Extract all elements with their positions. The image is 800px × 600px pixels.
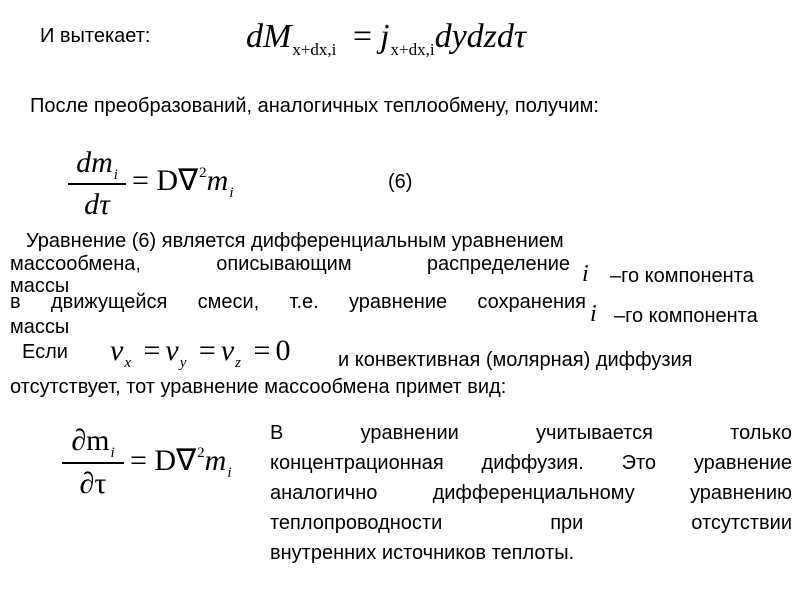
para1-line4: массы bbox=[10, 316, 70, 338]
eq7-rhs-operator: = D∇ bbox=[130, 444, 197, 477]
eq6-rhs-tail: m bbox=[206, 164, 229, 197]
para1-line2-word2: описывающим bbox=[216, 253, 352, 275]
transformation-text: После преобразований, аналогичных теплообмену, получим: bbox=[30, 95, 599, 117]
diffusion-note bbox=[270, 418, 792, 568]
vz-var: v bbox=[220, 334, 235, 367]
note-line-3: аналогично дифференциальному уравнению bbox=[270, 482, 792, 504]
eq7-numerator: ∂m bbox=[71, 424, 110, 457]
flux-rhs-subscript: x+dx,i bbox=[390, 39, 435, 59]
eq6-fraction bbox=[68, 146, 126, 224]
note-line-1: В уравнении учитывается только bbox=[270, 422, 792, 444]
vx-var: v bbox=[110, 334, 124, 367]
intro-label: И вытекает: bbox=[40, 25, 151, 47]
eq7-rhs-subscript: i bbox=[227, 464, 232, 481]
flux-rhs: j bbox=[380, 18, 390, 55]
flux-eq-sign: = bbox=[352, 18, 373, 55]
velocity-eq-sign-1: = bbox=[143, 334, 161, 367]
eq6-numerator-subscript: i bbox=[113, 166, 118, 183]
eq6-fraction-bar bbox=[68, 183, 126, 185]
eq6-rhs-operator: = D∇ bbox=[132, 164, 199, 197]
flux-lhs-subscript: x+dx,i bbox=[292, 39, 337, 59]
vy-var: v bbox=[165, 334, 179, 367]
flux-lhs: dM bbox=[246, 18, 292, 55]
eq7-fraction bbox=[62, 424, 124, 504]
note-line-2: концентрационная диффузия. Это уравнение bbox=[270, 452, 792, 474]
eq7-rhs-tail: m bbox=[204, 444, 227, 477]
para1-line2-word3: распределение bbox=[426, 253, 570, 275]
eq6-rhs-subscript: i bbox=[229, 184, 234, 201]
para2-line2: отсутствует, тот уравнение массообмена примет вид: bbox=[10, 376, 507, 398]
note-line-4: теплопроводности при отсутствии bbox=[270, 512, 792, 534]
eq7-denominator: ∂τ bbox=[79, 467, 107, 500]
i-symbol-2: i bbox=[590, 301, 597, 327]
velocity-eq-sign-2: = bbox=[198, 334, 216, 367]
component-label-1: –го компонента bbox=[610, 265, 754, 287]
if-label: Если bbox=[22, 341, 68, 363]
convective-diffusion-text: и конвективная (молярная) диффузия bbox=[338, 349, 693, 371]
para1-line2-overlap: массы bbox=[10, 275, 70, 297]
para1-line2-word1: массообмена, bbox=[10, 253, 141, 275]
i-symbol-1: i bbox=[582, 261, 589, 287]
velocity-eq-sign-3: = bbox=[253, 334, 271, 367]
velocity-zero: 0 bbox=[275, 334, 291, 367]
velocity-equation bbox=[110, 334, 291, 371]
note-line-5: внутренних источников теплоты. bbox=[270, 542, 575, 564]
eq7-fraction-bar bbox=[62, 462, 124, 464]
eq7-rhs bbox=[130, 444, 232, 481]
para1-line3-text: в движущейся смеси, т.е. уравнение сохранения bbox=[10, 291, 586, 313]
eq6-rhs-superscript: 2 bbox=[199, 165, 207, 182]
flux-equation bbox=[246, 18, 527, 59]
vz-subscript: z bbox=[235, 354, 242, 371]
eq6-denominator: dτ bbox=[84, 188, 110, 221]
eq6-rhs bbox=[132, 164, 234, 201]
flux-rhs-tail: dydzdτ bbox=[434, 18, 527, 55]
eq7-numerator-subscript: i bbox=[110, 444, 115, 461]
eq7-rhs-superscript: 2 bbox=[197, 445, 205, 462]
vx-subscript: x bbox=[124, 354, 131, 371]
eq6-numerator: dm bbox=[76, 146, 113, 179]
component-label-2: –го компонента bbox=[614, 305, 758, 327]
para1-line3 bbox=[10, 292, 586, 312]
eq6-number: (6) bbox=[388, 171, 413, 193]
para1-line1: Уравнение (6) является дифференциальным уравнением bbox=[26, 230, 564, 252]
para1-line2 bbox=[10, 254, 570, 274]
vy-subscript: y bbox=[179, 354, 187, 371]
